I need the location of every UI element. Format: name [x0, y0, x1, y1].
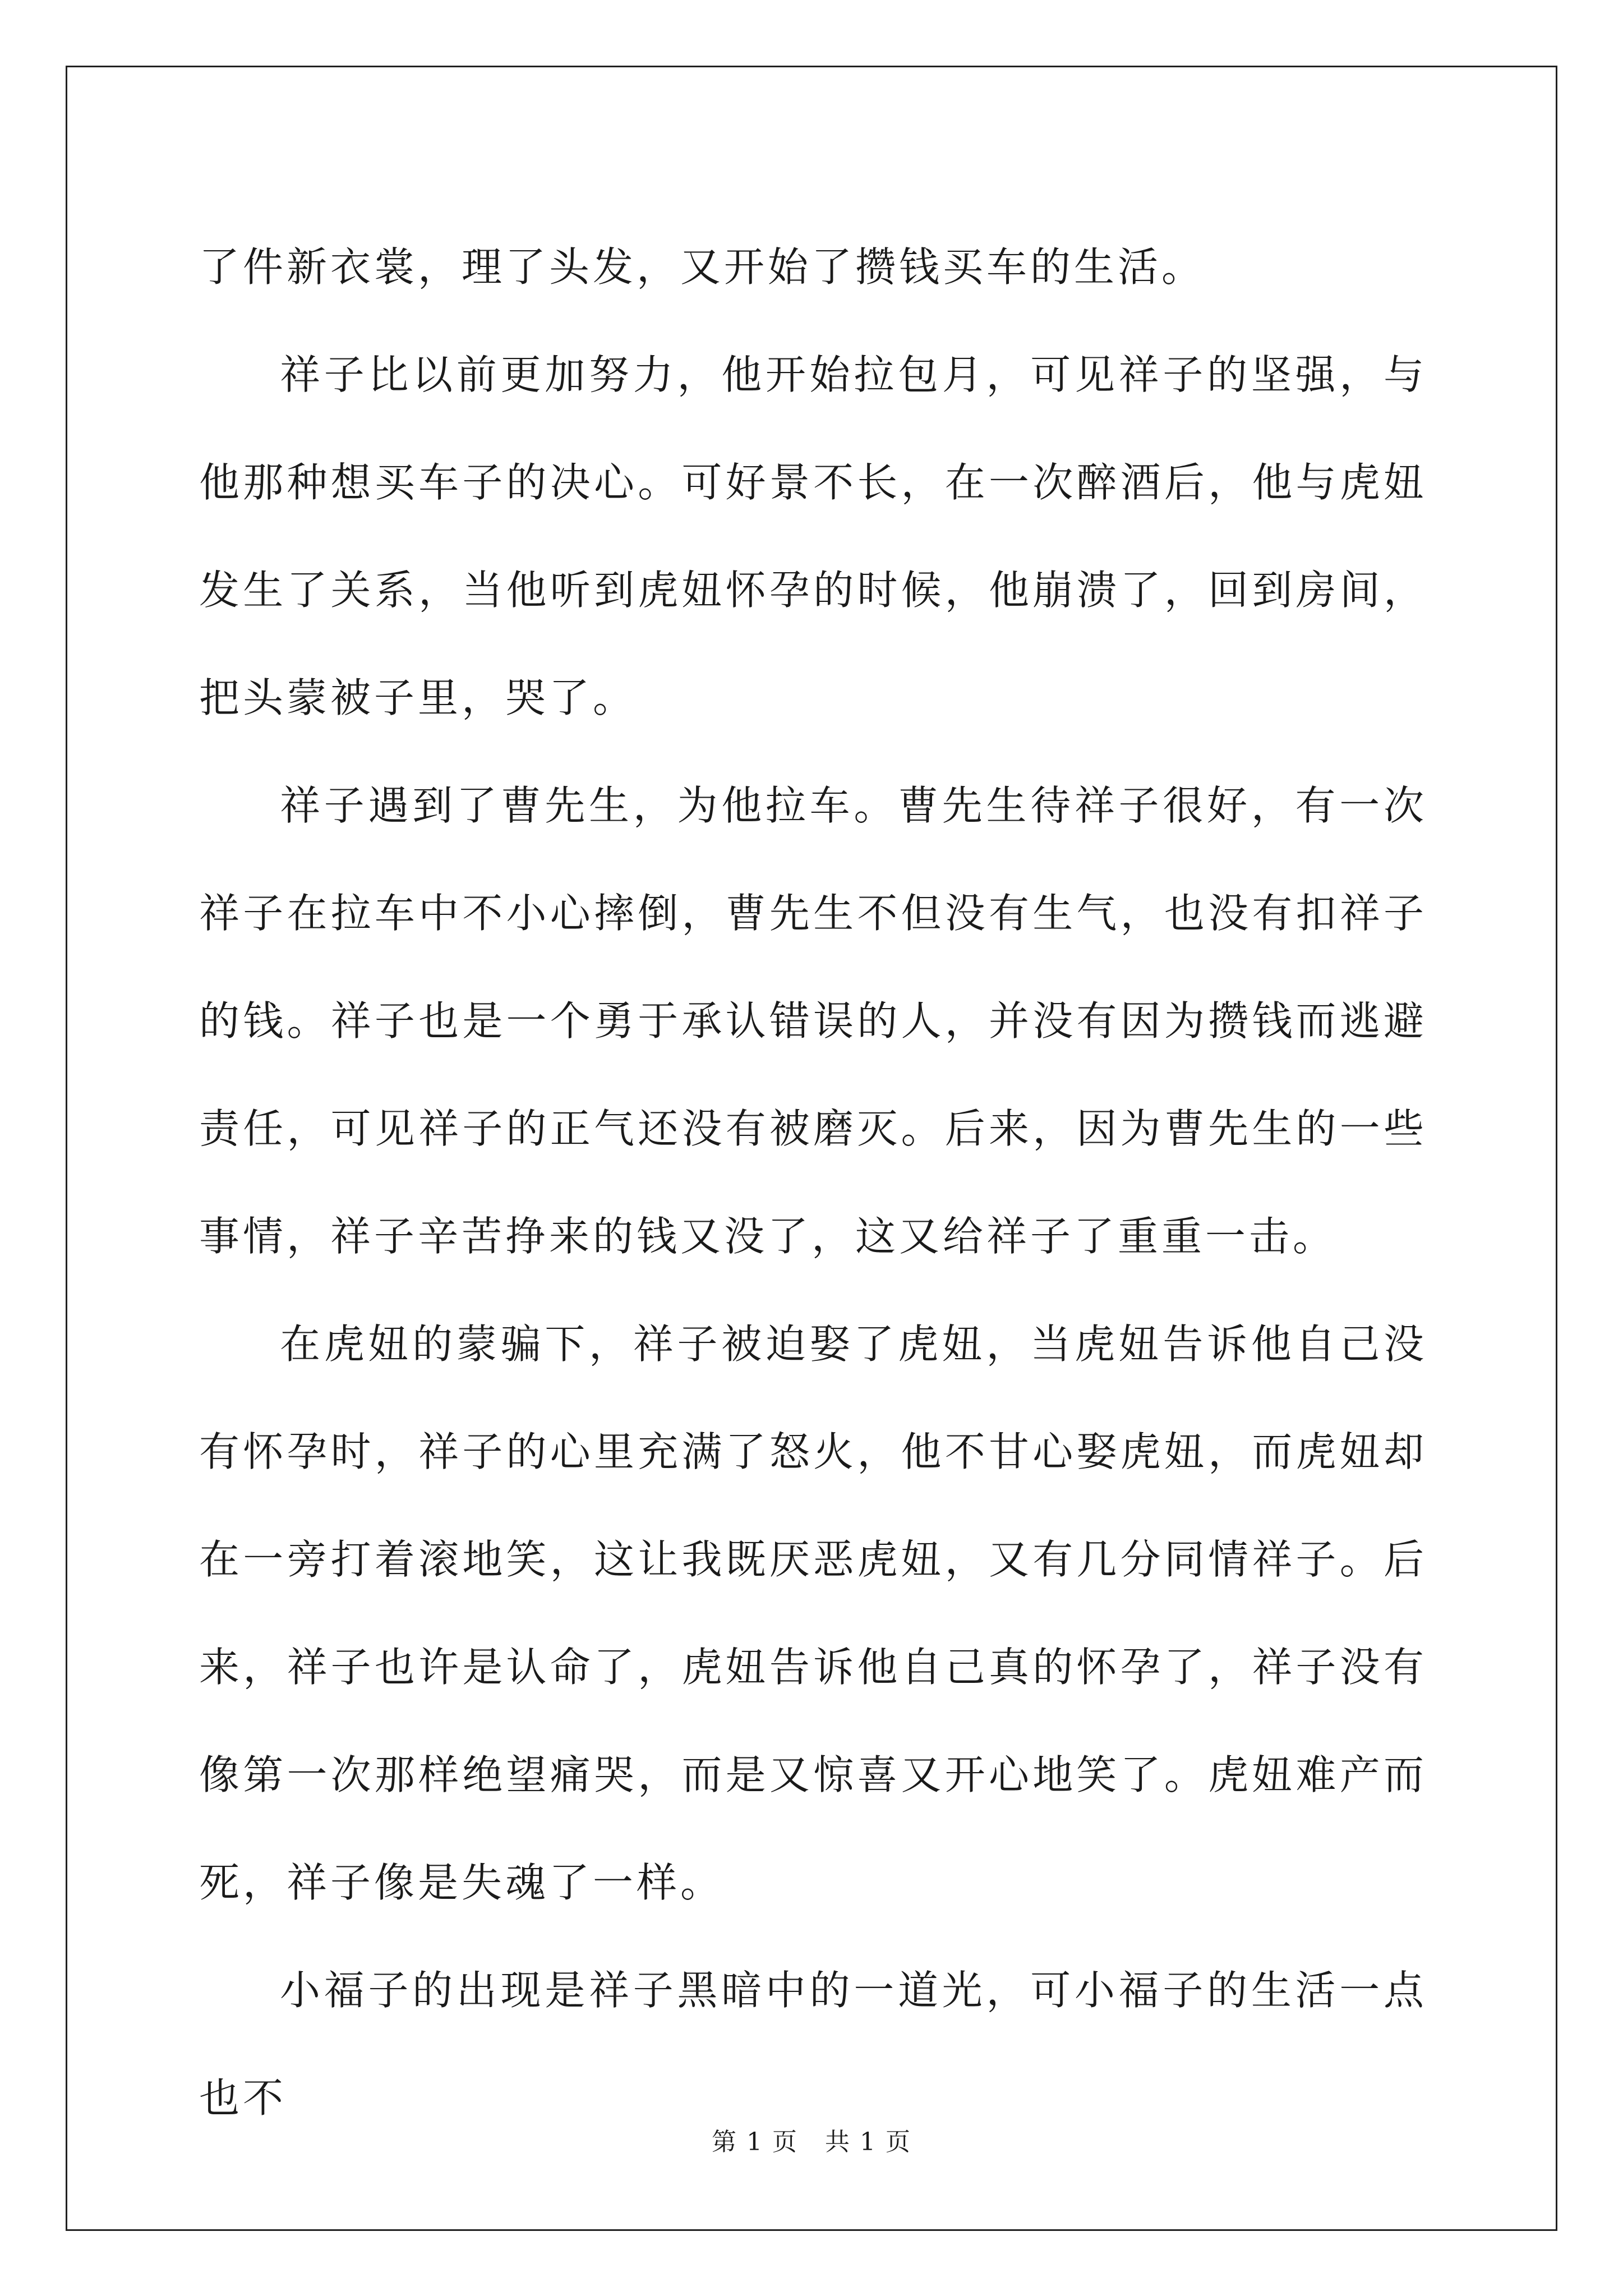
paragraph-2: 祥子比以前更加努力，他开始拉包月，可见祥子的坚强，与他那种想买车子的决心。可好景不长，在一次醉酒后，他与虎妞发生了关系，当他听到虎妞怀孕的时候，他崩溃了，回到房间，把头蒙被子里，哭了。 [199, 351, 1427, 721]
document-body [199, 213, 1427, 2152]
page-footer [0, 2122, 1623, 2157]
paragraph-3: 祥子遇到了曹先生，为他拉车。曹先生待祥子很好，有一次祥子在拉车中不小心摔倒，曹先生不但没有生气，也没有扣祥子的钱。祥子也是一个勇于承认错误的人，并没有因为攒钱而逃避责任，可见祥子的正气还没有被磨灭。后来，因为曹先生的一些事情，祥子辛苦挣来的钱又没了，这又给祥子了重重一击。 [199, 782, 1427, 1260]
paragraph-4: 在虎妞的蒙骗下，祥子被迫娶了虎妞，当虎妞告诉他自己没有怀孕时，祥子的心里充满了怒火，他不甘心娶虎妞，而虎妞却在一旁打着滚地笑，这让我既厌恶虎妞，又有几分同情祥子。后来，祥子也许是认命了，虎妞告诉他自己真的怀孕了，祥子没有像第一次那样绝望痛哭，而是又惊喜又开心地笑了。虎妞难产而死，祥子像是失魂了一样。 [199, 1320, 1427, 1906]
paragraph-1: 了件新衣裳，理了头发，又开始了攒钱买车的生活。 [199, 243, 1206, 291]
page-number: 第 1 页 [712, 2128, 798, 2156]
paragraph-5: 小福子的出现是祥子黑暗中的一道光，可小福子的生活一点也不 [199, 1967, 1427, 2122]
page-total: 共 1 页 [825, 2128, 911, 2156]
